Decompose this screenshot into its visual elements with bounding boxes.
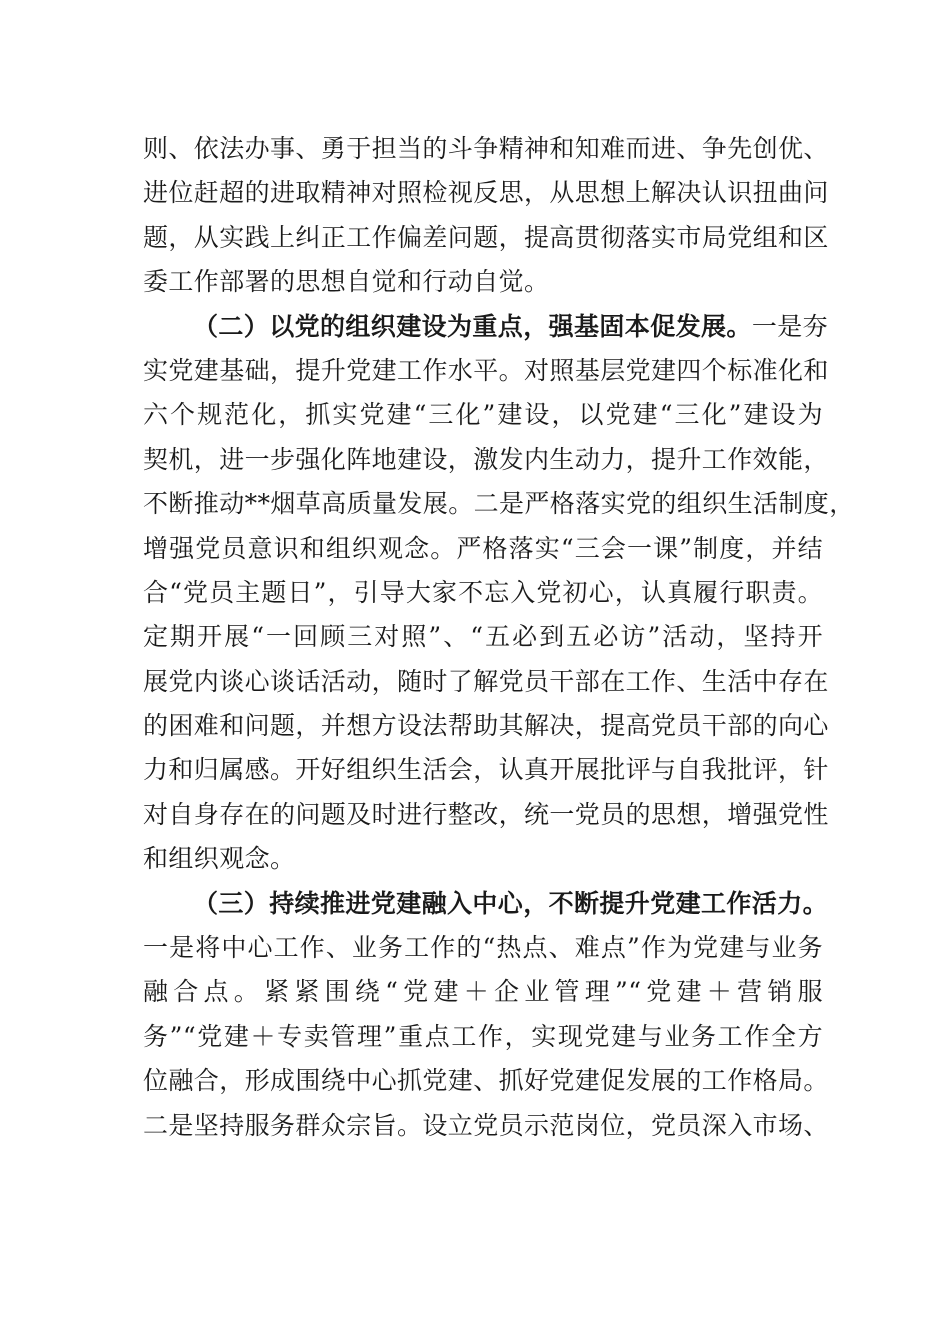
text-line: 二是坚持服务群众宗旨。设立党员示范岗位，党员深入市场、	[143, 1110, 829, 1140]
section-heading-line	[143, 305, 829, 349]
text-line: 委工作部署的思想自觉和行动自觉。	[143, 267, 550, 297]
text-line: 和组织观念。	[143, 844, 296, 874]
text-line: 的困难和问题，并想方设法帮助其解决，提高党员干部的向心	[143, 711, 829, 741]
text-line: 六个规范化，抓实党建“三化”建设，以党建“三化”建设为	[143, 400, 823, 430]
text-line: 融合点。紧紧围绕“党建＋企业管理”“党建＋营销服	[143, 977, 823, 1007]
text-line: 位融合，形成围绕中心抓党建、抓好党建促发展的工作格局。	[143, 1066, 829, 1096]
section-heading-line	[143, 882, 829, 926]
section-heading: （二）以党的组织建设为重点，强基固本促发展。	[193, 311, 752, 341]
text-line: 合“党员主题日”，引导大家不忘入党初心，认真履行职责。	[143, 577, 823, 607]
text-line: 定期开展“一回顾三对照”、“五必到五必访”活动，坚持开	[143, 622, 823, 652]
text-line: 展党内谈心谈话活动，随时了解党员干部在工作、生活中存在	[143, 666, 829, 696]
text-line: 契机，进一步强化阵地建设，激发内生动力，提升工作效能，	[143, 444, 829, 474]
text-line: 力和归属感。开好组织生活会，认真开展批评与自我批评，针	[143, 755, 829, 785]
text-line: 对自身存在的问题及时进行整改，统一党员的思想，增强党性	[143, 799, 829, 829]
section-heading: （三）持续推进党建融入中心，不断提升党建工作活力。	[193, 888, 829, 918]
document-body	[143, 127, 855, 1148]
text-line: 务”“党建＋专卖管理”重点工作，实现党建与业务工作全方	[143, 1021, 823, 1051]
text-line: 进位赶超的进取精神对照检视反思，从思想上解决认识扭曲问	[143, 178, 829, 208]
text-line: 题，从实践上纠正工作偏差问题，提高贯彻落实市局党组和区	[143, 222, 829, 252]
text-line: 则、依法办事、勇于担当的斗争精神和知难而进、争先创优、	[143, 134, 829, 163]
text-run: 一是夯	[751, 311, 829, 341]
text-line: 一是将中心工作、业务工作的“热点、难点”作为党建与业务	[143, 933, 823, 963]
text-line: 实党建基础，提升党建工作水平。对照基层党建四个标准化和	[143, 355, 829, 385]
text-line: 增强党员意识和组织观念。严格落实“三会一课”制度，并结	[143, 533, 823, 563]
text-line: 不断推动**烟草高质量发展。二是严格落实党的组织生活制度，	[143, 489, 855, 519]
